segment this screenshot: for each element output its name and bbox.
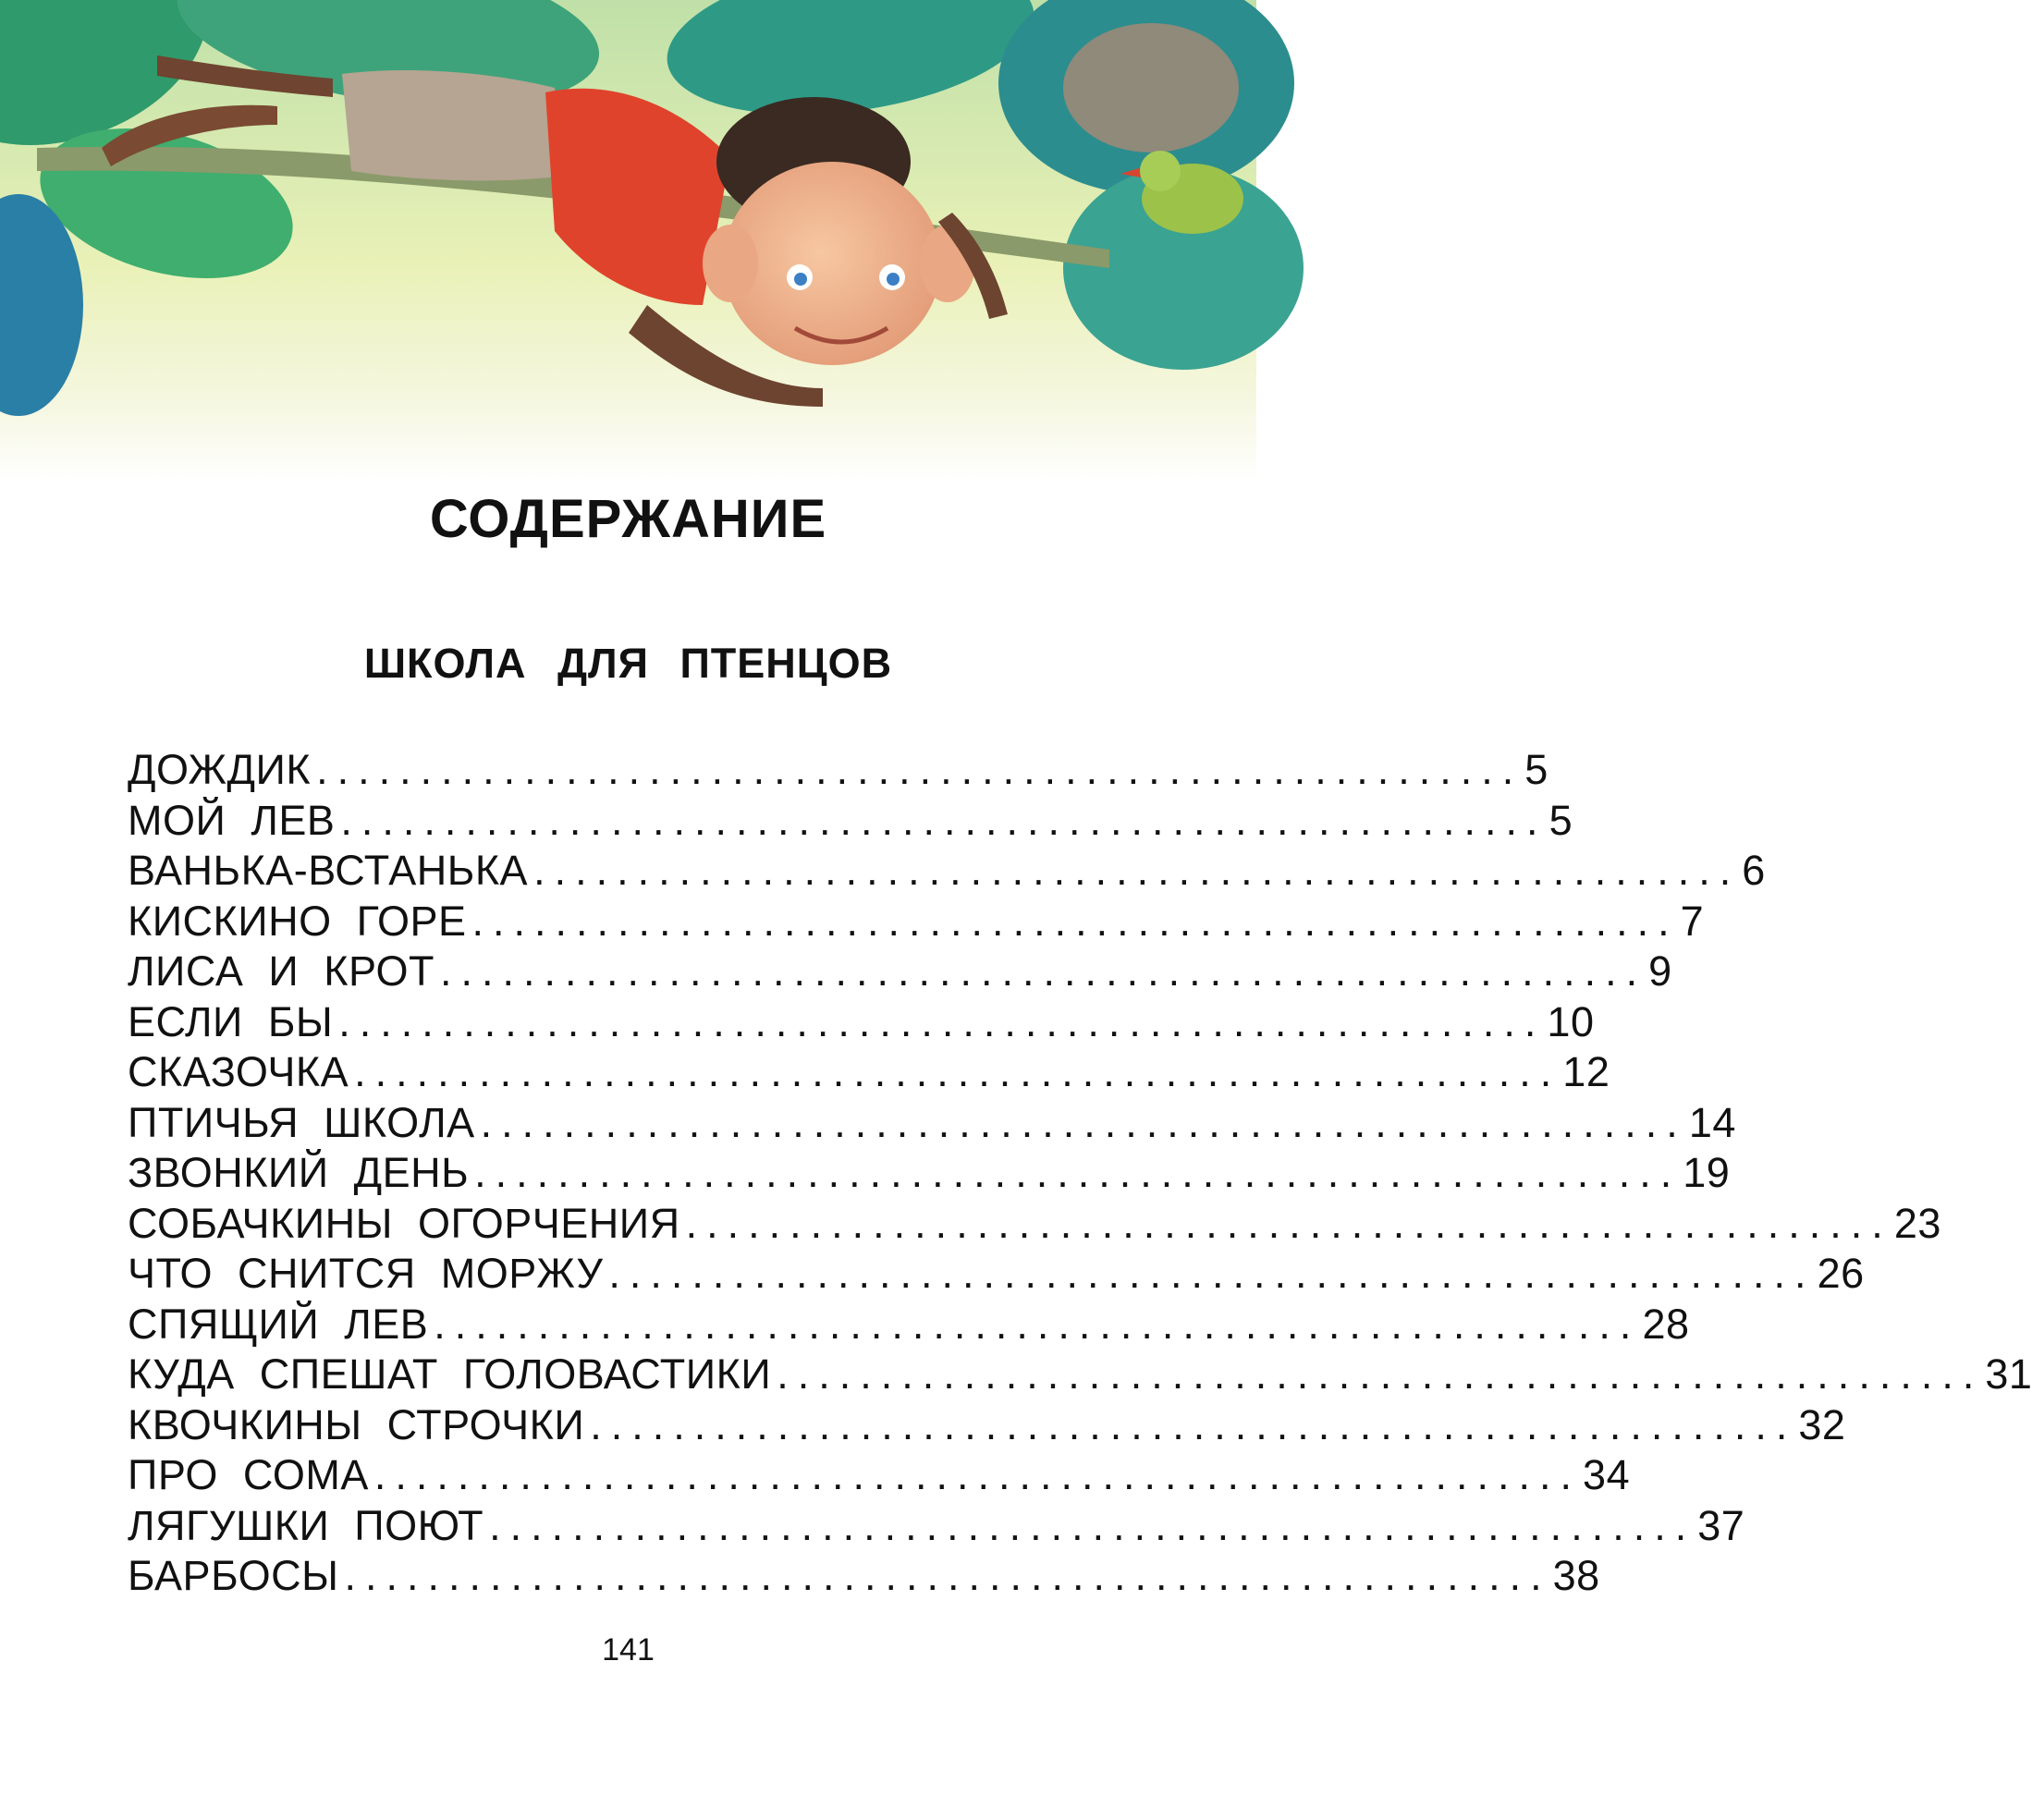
toc-entry[interactable] <box>128 1098 1736 1149</box>
toc-entry[interactable] <box>128 1350 2032 1400</box>
toc-entry[interactable] <box>128 897 1705 947</box>
section-heading: ШКОЛА ДЛЯ ПТЕНЦОВ <box>363 640 893 687</box>
toc-leader-dots: .......................................................... <box>489 1501 1696 1549</box>
toc-entry-title: ПРО СОМА <box>128 1451 369 1498</box>
toc-entry-page: 32 <box>1798 1400 1846 1448</box>
contents-heading: СОДЕРЖАНИЕ <box>429 489 827 549</box>
toc-leader-dots: .......................................................... <box>316 746 1524 793</box>
toc-leader-dots: .......................................................... <box>344 1552 1551 1599</box>
toc-entry-title: ПТИЧЬЯ ШКОЛА <box>128 1098 475 1146</box>
toc-entry-title: СПЯЩИЙ ЛЕВ <box>128 1300 429 1348</box>
toc-entry[interactable] <box>128 947 1672 997</box>
toc-leader-dots: .......................................................... <box>471 897 1679 945</box>
toc-leader-dots: .......................................................... <box>340 796 1548 844</box>
toc-leader-dots: .......................................................... <box>685 1199 1892 1247</box>
toc-entry[interactable] <box>128 1300 1690 1350</box>
toc-entry-title: КУДА СПЕШАТ ГОЛОВАСТИКИ <box>128 1350 772 1398</box>
toc-entry[interactable] <box>128 796 1573 847</box>
toc-entry-title: ЧТО СНИТСЯ МОРЖУ <box>128 1250 604 1297</box>
toc-leader-dots: .......................................................... <box>608 1250 1816 1297</box>
toc-leader-dots: .......................................................... <box>533 847 1741 894</box>
toc-entry-page: 34 <box>1583 1451 1631 1498</box>
toc-entry-page: 28 <box>1642 1300 1690 1348</box>
toc-leader-dots: .......................................................... <box>777 1350 1984 1398</box>
toc-entry-title: ЗВОНКИЙ ДЕНЬ <box>128 1149 470 1196</box>
toc-entry[interactable] <box>128 1551 1600 1602</box>
toc-entry-page: 9 <box>1648 947 1672 995</box>
toc-entry[interactable] <box>128 1501 1745 1552</box>
toc-entry-title: ЕСЛИ БЫ <box>128 997 334 1045</box>
toc-entry-title: КИСКИНО ГОРЕ <box>128 897 467 945</box>
toc-leader-dots: .......................................................... <box>338 997 1546 1045</box>
toc-entry-page: 37 <box>1697 1501 1745 1549</box>
toc-entry[interactable] <box>128 997 1595 1048</box>
toc-entry-page: 12 <box>1562 1048 1610 1095</box>
toc-entry-page: 5 <box>1524 746 1548 793</box>
toc-entry-title: ВАНЬКА-ВСТАНЬКА <box>128 847 529 894</box>
toc-leader-dots: .......................................................... <box>474 1149 1682 1196</box>
toc-entry-page: 26 <box>1817 1250 1865 1297</box>
toc-entry-page: 38 <box>1552 1552 1600 1599</box>
toc-entry-title: СКАЗОЧКА <box>128 1048 349 1095</box>
toc-leader-dots: .......................................................... <box>373 1451 1582 1498</box>
toc-entry[interactable] <box>128 1148 1731 1199</box>
toc-entry-page: 5 <box>1548 796 1573 844</box>
monkey-boy-illustration <box>0 0 1256 481</box>
toc-entry-title: ЛЯГУШКИ ПОЮТ <box>128 1501 484 1549</box>
toc-leader-dots: .......................................................... <box>434 1300 1641 1348</box>
table-of-contents <box>128 745 2032 1602</box>
toc-leader-dots: .......................................................... <box>480 1098 1687 1146</box>
toc-entry[interactable] <box>128 846 1766 897</box>
toc-entry-page: 31 <box>1985 1350 2032 1398</box>
toc-entry[interactable] <box>128 1400 1846 1451</box>
toc-leader-dots: .......................................................... <box>439 947 1647 995</box>
toc-entry-title: БАРБОСЫ <box>128 1552 339 1599</box>
toc-leader-dots: .......................................................... <box>590 1400 1797 1448</box>
toc-entry-page: 23 <box>1893 1199 1941 1247</box>
toc-entry-title: ЛИСА И КРОТ <box>128 947 435 995</box>
page-number: 141 <box>602 1632 655 1667</box>
toc-entry-title: ДОЖДИК <box>128 746 312 793</box>
toc-entry-page: 19 <box>1683 1149 1731 1196</box>
toc-entry-title: СОБАЧКИНЫ ОГОРЧЕНИЯ <box>128 1199 680 1247</box>
toc-entry-title: МОЙ ЛЕВ <box>128 796 336 844</box>
toc-entry[interactable] <box>128 1047 1610 1098</box>
toc-entry[interactable] <box>128 745 1548 796</box>
toc-entry[interactable] <box>128 1199 1941 1250</box>
toc-entry-page: 6 <box>1742 847 1766 894</box>
toc-entry-page: 14 <box>1688 1098 1736 1146</box>
toc-entry[interactable] <box>128 1249 1865 1300</box>
toc-entry[interactable] <box>128 1450 1631 1501</box>
toc-entry-page: 7 <box>1680 897 1705 945</box>
toc-entry-title: КВОЧКИНЫ СТРОЧКИ <box>128 1400 585 1448</box>
toc-entry-page: 10 <box>1547 997 1595 1045</box>
toc-leader-dots: .......................................................... <box>354 1048 1561 1095</box>
